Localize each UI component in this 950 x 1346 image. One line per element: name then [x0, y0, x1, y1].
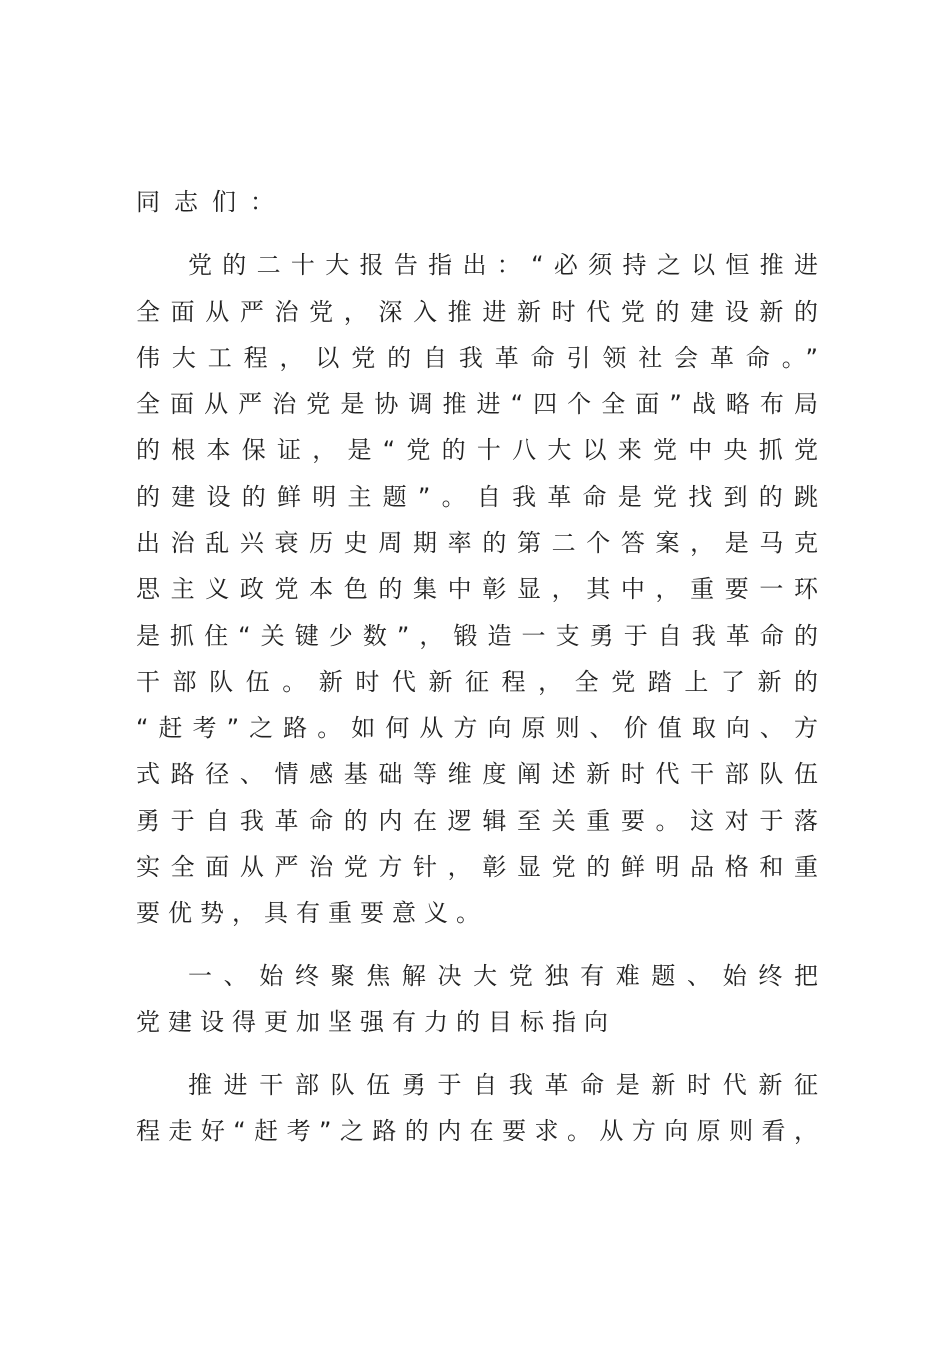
- section-heading-line-1: 一、始终聚焦解决大党独有难题、始终把: [188, 962, 826, 990]
- closing-paragraph-line-1: 推进干部队伍勇于自我革命是新时代新征: [188, 1071, 826, 1099]
- paragraph-1-line-5: 的根本保证，是“党的十八大以来党中央抓党: [136, 436, 826, 464]
- paragraph-1-line-1: 党的二十大报告指出：“必须持之以恒推进: [188, 251, 826, 279]
- paragraph-1-line-3: 伟大工程，以党的自我革命引领社会革命。”: [136, 344, 826, 372]
- paragraph-1-line-12: 式路径、情感基础等维度阐述新时代干部队伍: [136, 760, 826, 788]
- paragraph-1-line-10: 干部队伍。新时代新征程，全党踏上了新的: [136, 668, 826, 696]
- paragraph-1-line-8: 思主义政党本色的集中彰显，其中，重要一环: [136, 575, 826, 603]
- paragraph-1-line-7: 出治乱兴衰历史周期率的第二个答案，是马克: [136, 529, 826, 557]
- paragraph-1-line-6: 的建设的鲜明主题”。自我革命是党找到的跳: [136, 483, 826, 511]
- paragraph-1-line-15: 要优势，具有重要意义。: [136, 899, 488, 927]
- paragraph-1-line-2: 全面从严治党，深入推进新时代党的建设新的: [136, 298, 826, 326]
- paragraph-1-line-4: 全面从严治党是协调推进“四个全面”战略布局: [136, 390, 826, 418]
- closing-paragraph-line-2: 程走好“赶考”之路的内在要求。从方向原则看，: [136, 1117, 826, 1145]
- paragraph-1-line-14: 实全面从严治党方针，彰显党的鲜明品格和重: [136, 853, 826, 881]
- salutation: 同志们：: [136, 188, 288, 216]
- paragraph-1-line-9: 是抓住“关键少数”，锻造一支勇于自我革命的: [136, 622, 826, 650]
- paragraph-1-line-13: 勇于自我革命的内在逻辑至关重要。这对于落: [136, 807, 826, 835]
- section-heading-line-2: 党建设得更加坚强有力的目标指向: [136, 1008, 616, 1036]
- paragraph-1-line-11: “赶考”之路。如何从方向原则、价值取向、方: [136, 714, 826, 742]
